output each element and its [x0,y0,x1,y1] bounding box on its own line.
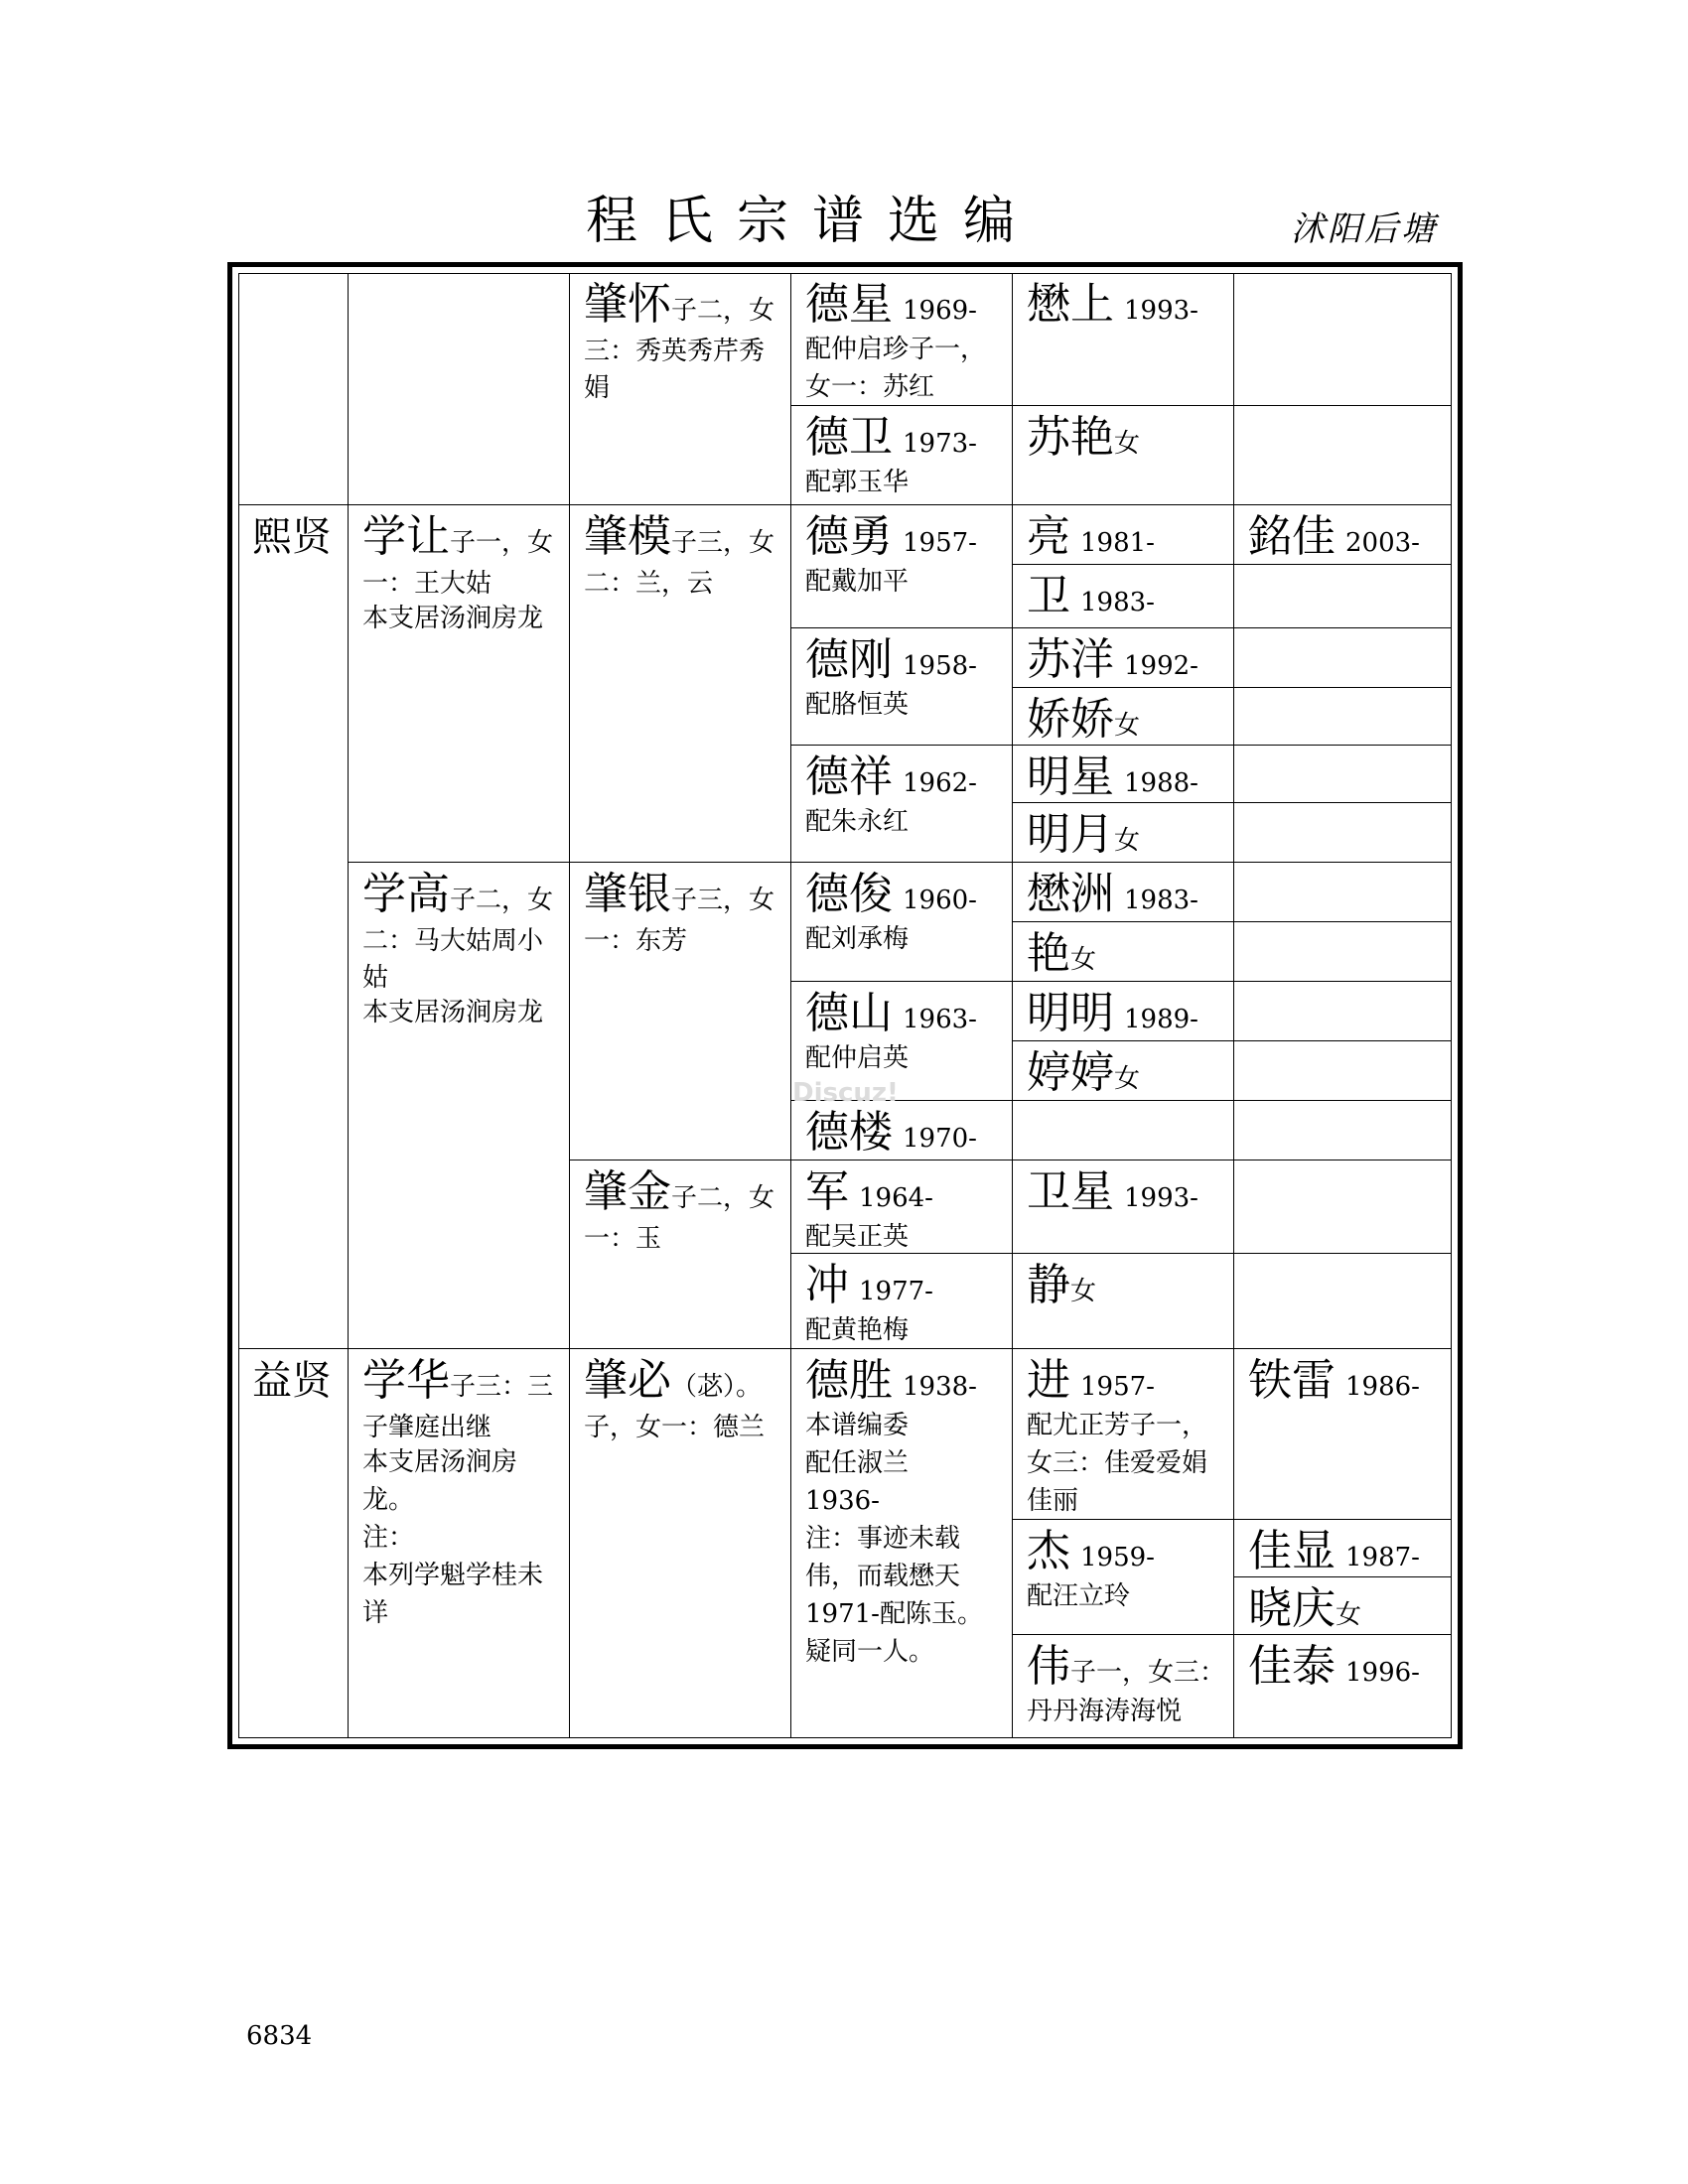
person-name: 杰 [1027,1526,1070,1576]
birth-year: 1970- [903,1124,977,1154]
person-cell [1013,505,1234,565]
person-name: 婷婷 [1027,1047,1114,1098]
person-cell [1234,1160,1452,1254]
person-cell [791,1160,1013,1254]
birth-year: 1973- [903,429,977,459]
spouse-year: 1936- [805,1486,880,1516]
person-cell [1234,922,1452,982]
birth-year: 1989- [1124,1005,1198,1034]
birth-year: 1964- [859,1183,933,1213]
person-note: 子三：三子肇庭出继 [362,1372,554,1442]
person-note: 子三，女二：兰，云 [584,528,775,599]
person-cell [791,505,1013,628]
person-name: 艳 [1027,928,1070,979]
person-cell [791,628,1013,746]
spouse-note: 配黄艳梅 [805,1315,910,1345]
person-name: 德祥 [805,751,893,802]
person-cell [1013,1349,1234,1520]
birth-year: 1959- [1080,1543,1155,1572]
person-cell [791,1349,1013,1738]
person-note: 子二，女三：秀英秀芹秀娟 [584,296,775,403]
person-cell [349,1349,570,1738]
spouse-note: 配郭玉华 [805,468,910,497]
person-name: 肇银 [584,869,671,919]
birth-year: 1983- [1124,886,1198,915]
role-note: 本谱编委 [805,1411,910,1440]
person-cell [1013,863,1234,922]
person-name: 佳显 [1248,1526,1336,1576]
page-number: 6834 [246,2021,313,2051]
person-name: 肇模 [584,511,671,562]
person-cell [349,863,570,1349]
person-note: 女 [1114,429,1141,459]
person-name: 肇怀 [584,279,671,330]
person-name: 德山 [805,988,893,1038]
person-cell [1234,273,1452,406]
person-paren: （苾）。 [671,1372,763,1402]
person-cell [570,863,791,1160]
person-cell [1234,1101,1452,1160]
person-name: 冲 [805,1260,849,1310]
person-cell [1234,1041,1452,1101]
person-cell [1013,1041,1234,1101]
spouse-note: 配尤正芳子一，女三：佳爱爱娟佳丽 [1027,1411,1208,1516]
person-cell [1234,1635,1452,1738]
spouse-note: 配刘承梅 [805,924,910,954]
person-name: 德刚 [805,634,893,685]
person-note: 女 [1114,711,1141,741]
person-name: 德俊 [805,869,893,919]
person-name: 娇娇 [1027,694,1114,745]
person-cell [1013,803,1234,863]
person-cell [791,746,1013,863]
person-cell [1234,1254,1452,1349]
birth-year: 1988- [1124,768,1198,798]
person-cell [1013,273,1234,406]
genealogy-table [238,273,1452,1738]
person-cell [570,505,791,863]
person-name: 卫星 [1027,1166,1114,1217]
birth-year: 1993- [1124,1183,1198,1213]
person-cell [1013,1254,1234,1349]
person-cell [1013,565,1234,628]
person-name: 军 [805,1166,849,1217]
spouse-note: 配汪立玲 [1027,1581,1131,1611]
birth-year: 1977- [859,1277,933,1306]
person-name: 铁雷 [1248,1355,1336,1406]
person-note: 女 [1114,1064,1141,1094]
person-name: 进 [1027,1355,1070,1406]
person-note: 女 [1070,1277,1097,1306]
person-cell [1013,628,1234,688]
page-title: 程氏宗谱选编 [586,192,1040,251]
person-note: 子二，女一：玉 [584,1183,775,1254]
person-note: 子一，女一：王大姑 [362,528,554,599]
residence-note: 本支居汤涧房龙 [362,998,544,1027]
person-cell [1013,1160,1234,1254]
person-cell [1013,982,1234,1041]
birth-year: 1963- [903,1005,977,1034]
person-cell [1013,922,1234,982]
person-cell [1013,1520,1234,1635]
birth-year: 1957- [1080,1372,1155,1402]
person-name: 晓庆 [1248,1583,1336,1634]
person-name: 苏艳 [1027,412,1114,463]
person-name: 肇必 [584,1355,671,1406]
person-cell [1013,688,1234,746]
person-note: 子一，女三： [1070,1658,1226,1688]
person-note: 女 [1336,1600,1362,1630]
person-name: 懋上 [1027,279,1114,330]
person-name: 学让 [362,511,450,562]
person-cell [1234,982,1452,1041]
birth-year: 1958- [903,651,977,681]
birth-year: 1996- [1345,1658,1420,1688]
birth-year: 1983- [1080,588,1155,617]
person-name: 苏洋 [1027,634,1114,685]
person-cell [570,1160,791,1349]
person-name: 肇金 [584,1166,671,1217]
person-cell [1013,746,1234,803]
remark-text: 注：事迹未载伟，而载懋天1971-配陈玉。疑同一人。 [805,1524,983,1667]
birth-year: 1960- [903,886,977,915]
person-name: 静 [1027,1260,1070,1310]
person-note: 子，女一：德兰 [584,1413,766,1442]
person-cell [791,863,1013,982]
person-cell [1013,1635,1234,1738]
person-name: 佳泰 [1248,1641,1336,1692]
generation-cell [238,273,349,505]
remark-label: 注： [362,1523,415,1553]
person-name: 德胜 [805,1355,893,1406]
birth-year: 1957- [903,528,977,558]
remark-text: 本列学魁学桂未详 [362,1561,544,1628]
person-cell [1013,406,1234,505]
person-name: 德勇 [805,511,893,562]
page-subtitle: 沭阳后塘 [1291,209,1438,249]
person-cell [349,505,570,863]
birth-year: 1987- [1345,1543,1420,1572]
generation-cell [238,1349,349,1738]
birth-year: 1969- [903,296,977,326]
person-name: 学高 [362,869,450,919]
birth-year: 1992- [1124,651,1198,681]
person-name: 德楼 [805,1107,893,1158]
birth-year: 1962- [903,768,977,798]
person-cell [570,273,791,505]
residence-note: 本支居汤涧房龙。 [362,1447,518,1515]
person-cell [1013,1101,1234,1160]
person-cell [791,1101,1013,1160]
birth-year: 1981- [1080,528,1155,558]
spouse-note: 配仲启珍子一，女一：苏红 [805,335,987,402]
person-name: 明星 [1027,751,1114,802]
person-cell [1234,688,1452,746]
person-name: 明月 [1027,809,1114,860]
person-name: 明明 [1027,988,1114,1038]
person-cell [349,273,570,505]
person-cell [570,1349,791,1738]
person-note: 女 [1070,945,1097,975]
watermark: Discuz! [792,1078,899,1108]
person-cell [1234,803,1452,863]
person-cell [1234,565,1452,628]
person-cell [1234,1577,1452,1635]
spouse-note: 配任淑兰 [805,1448,910,1478]
person-note: 女 [1114,826,1141,856]
residence-note: 本支居汤涧房龙 [362,604,544,633]
spouse-note: 配胳恒英 [805,690,910,720]
person-cell [791,406,1013,505]
person-name: 德星 [805,279,893,330]
birth-year: 2003- [1345,528,1420,558]
spouse-note: 配吴正英 [805,1222,910,1252]
birth-year: 1938- [903,1372,977,1402]
birth-year: 1986- [1345,1372,1420,1402]
generation-cell [238,505,349,1349]
person-note: 子二，女二：马大姑周小姑 [362,886,554,993]
person-name: 亮 [1027,511,1070,562]
spouse-note: 配仲启英 [805,1043,910,1073]
person-name: 卫 [1027,571,1070,621]
person-cell [1234,505,1452,565]
person-cell [1234,746,1452,803]
generation-label: 益贤 [252,1358,332,1404]
spouse-note: 配朱永红 [805,807,910,837]
person-cell [791,1254,1013,1349]
generation-label: 熙贤 [252,514,332,560]
spouse-note: 配戴加平 [805,567,910,597]
children-note: 丹丹海涛海悦 [1027,1697,1183,1726]
person-cell [1234,1349,1452,1520]
person-cell [1234,628,1452,688]
person-name: 伟 [1027,1641,1070,1692]
person-name: 学华 [362,1355,450,1406]
birth-year: 1993- [1124,296,1198,326]
person-name: 銘佳 [1248,511,1336,562]
person-cell [1234,863,1452,922]
person-cell [1234,406,1452,505]
person-cell [1234,1520,1452,1577]
person-name: 懋洲 [1027,869,1114,919]
person-cell [791,273,1013,406]
person-name: 德卫 [805,412,893,463]
person-note: 子三，女一：东芳 [584,886,775,956]
